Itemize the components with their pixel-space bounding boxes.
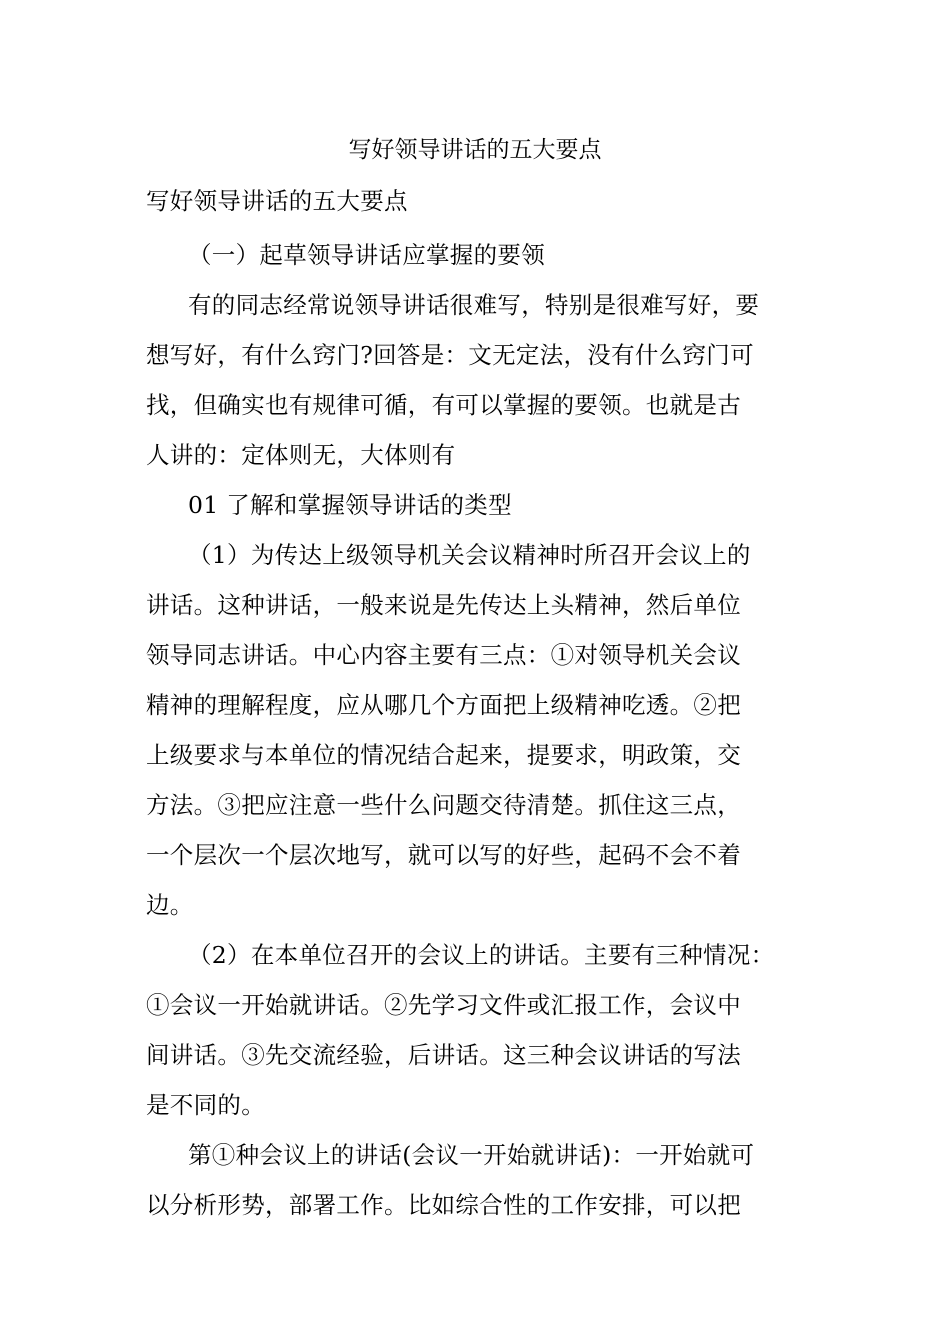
paragraph-line: （1）为传达上级领导机关会议精神时所召开会议上的 xyxy=(188,541,751,569)
paragraph-line: 边。 xyxy=(146,891,194,919)
paragraph-line: ①会议一开始就讲话。②先学习文件或汇报工作，会议中 xyxy=(146,991,741,1019)
paragraph-line: 以分析形势，部署工作。比如综合性的工作安排，可以把 xyxy=(146,1191,741,1219)
paragraph-line: 一个层次一个层次地写，就可以写的好些，起码不会不着 xyxy=(146,841,741,869)
paragraph-line: 是不同的。 xyxy=(146,1091,265,1119)
paragraph-line: 间讲话。③先交流经验，后讲话。这三种会议讲话的写法 xyxy=(146,1041,741,1069)
paragraph-line: 想写好，有什么窍门?回答是：文无定法，没有什么窍门可 xyxy=(146,341,754,369)
paragraph-line: 找，但确实也有规律可循，有可以掌握的要领。也就是古 xyxy=(146,391,741,419)
paragraph-line: 第①种会议上的讲话(会议一开始就讲话)：一开始就可 xyxy=(188,1141,755,1169)
paragraph-line: 人讲的：定体则无，大体则有 xyxy=(146,441,456,469)
paragraph-line: 精神的理解程度，应从哪几个方面把上级精神吃透。②把 xyxy=(146,691,741,719)
document-body xyxy=(146,180,818,1230)
paragraph-line: 方法。③把应注意一些什么问题交待清楚。抓住这三点， xyxy=(146,791,741,819)
paragraph-line: （2）在本单位召开的会议上的讲话。主要有三种情况： xyxy=(188,941,775,969)
paragraph-line: 有的同志经常说领导讲话很难写，特别是很难写好，要 xyxy=(188,291,760,319)
paragraph-line: 上级要求与本单位的情况结合起来，提要求，明政策，交 xyxy=(146,741,741,769)
paragraph-line: 讲话。这种讲话，一般来说是先传达上头精神，然后单位 xyxy=(146,591,741,619)
document-title: 写好领导讲话的五大要点 xyxy=(348,137,602,163)
subsection-heading: 01 了解和掌握领导讲话的类型 xyxy=(188,491,512,519)
body-heading: 写好领导讲话的五大要点 xyxy=(146,187,408,215)
section-heading: （一）起草领导讲话应掌握的要领 xyxy=(188,241,545,269)
paragraph-line: 领导同志讲话。中心内容主要有三点：①对领导机关会议 xyxy=(146,641,741,669)
